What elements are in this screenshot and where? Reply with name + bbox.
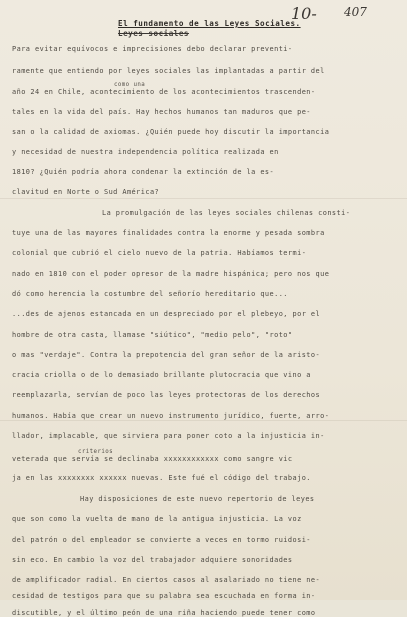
paper-fold (0, 198, 407, 199)
interlinear-insertion: como una (114, 82, 146, 88)
text-line: cracia criolla o de lo demasiado brillante plutocracia que vino a (12, 371, 311, 379)
text-line: humanos. Había que crear un nuevo instrumento jurídico, fuerte, arro- (12, 412, 330, 420)
text-line: ja en las xxxxxxxx xxxxxx nuevas. Este fué el código del trabajo. (12, 474, 311, 482)
text-line: de amplificador radial. En ciertos casos al asalariado no tiene ne- (12, 576, 321, 584)
text-line: 1810? ¿Quién podría ahora condenar la extinción de la es- (12, 168, 275, 176)
text-line: La promulgación de las leyes sociales chilenas consti- (102, 209, 351, 217)
text-line: clavitud en Norte o Sud América? (12, 188, 160, 196)
text-line: tuye una de las mayores finalidades contra la enorme y pesada sombra (12, 229, 325, 237)
text-line: ramente que entiendo por leyes sociales las implantadas a partir del (12, 67, 325, 75)
handwritten-page-number: 407 (344, 5, 367, 19)
text-line: o mas "verdaje". Contra la prepotencia del gran señor de la aristo- (12, 351, 321, 359)
text-line: reemplazarla, servían de poco las leyes protectoras de los derechos (12, 391, 321, 399)
text-line: Hay disposiciones de este nuevo repertorio de leyes (80, 495, 315, 503)
interlinear-insertion: criterios (78, 449, 114, 455)
text-line: dó como herencia la costumbre del señorío hereditario que... (12, 290, 288, 298)
text-line: del patrón o del empleador se convierte a veces en tormo ruidosi- (12, 536, 311, 544)
text-line: veterada que servía se declinaba xxxxxxxxxxxx como sangre vic (12, 455, 293, 463)
text-line: colonial que cubrió el cielo nuevo de la patria. Habíamos termi- (12, 249, 307, 257)
text-line: que son como la vuelta de mano de la antigua injusticia. La voz (12, 515, 302, 523)
text-line: san o la calidad de axiomas. ¿Quién puede hoy discutir la importancia (12, 128, 330, 136)
text-line: ...des de ajenos estancada en un despreciado por el plebeyo, por el (12, 310, 321, 318)
text-line: sin eco. En cambio la voz del trabajador adquiere sonoridades (12, 556, 293, 564)
text-line: año 24 en Chile, acontecimiento de los acontecimientos trascenden- (12, 88, 316, 96)
struck-subtitle: Leyes sociales (118, 29, 190, 38)
text-line: nado en 1810 con el poder opresor de la madre hispánica; pero nos que (12, 270, 330, 278)
text-line: llador, implacable, que sirviera para poner coto a la injusticia in- (12, 432, 325, 440)
text-line: hombre de otra casta, llamase "siútico", "medio pelo", "roto" (12, 331, 293, 339)
paper-fold (0, 420, 407, 421)
text-line: discutible, y el último peón de una riña haciendo puede tener como (12, 609, 316, 617)
document-title: El fundamento de las Leyes Sociales. (118, 19, 301, 28)
text-line: Para evitar equívocos e imprecisiones debo declarar preventi- (12, 45, 293, 53)
handwritten-reference-number: 10- (291, 4, 317, 23)
text-line: y necesidad de nuestra independencia política realizada en (12, 148, 279, 156)
text-line: tales en la vida del país. Hay hechos humanos tan maduros que pe- (12, 108, 311, 116)
text-line: cesidad de testigos para que su palabra sea escuchada en forma in- (12, 592, 316, 600)
